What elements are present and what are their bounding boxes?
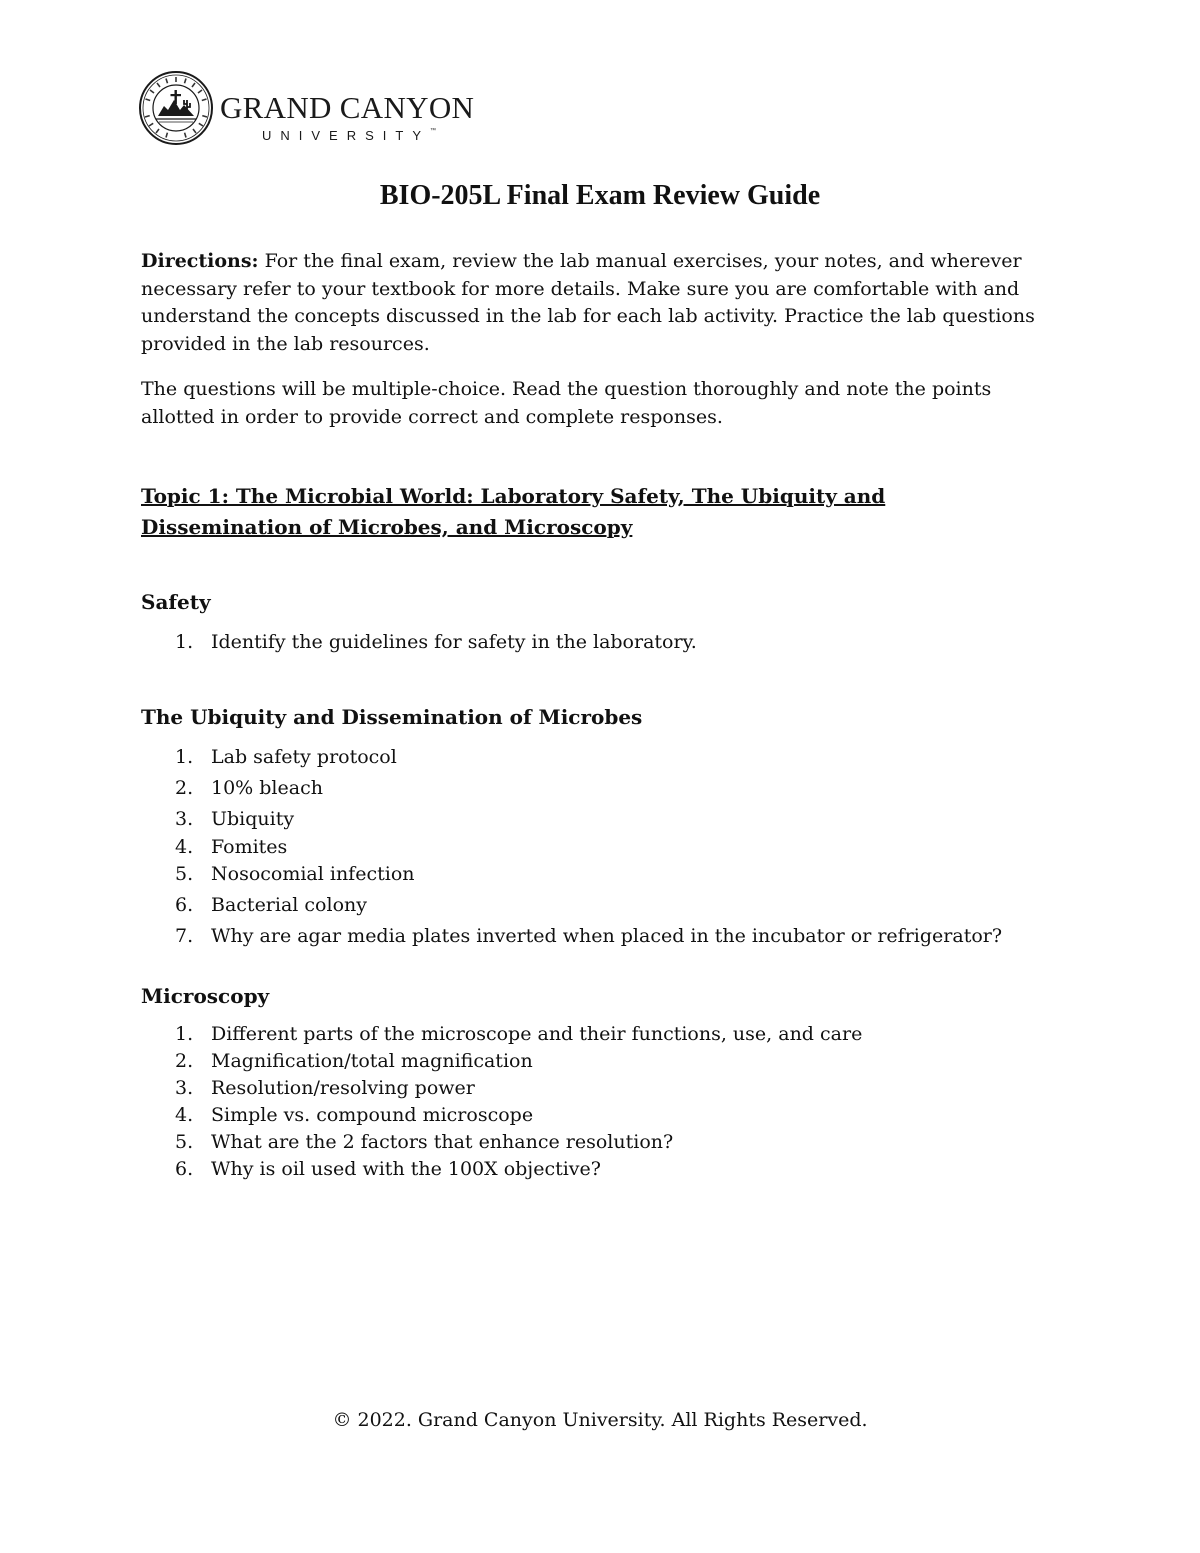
directions-text: For the final exam, review the lab manual exercises, your notes, and wherever necessary refer to your textbook for more details. Make sure you are comfortable with and understand the concepts discussed in the lab for each lab activity. Practice the lab questions provided in the lab resources. (141, 250, 1035, 355)
list-item (141, 892, 1101, 923)
list-item (141, 861, 1101, 892)
list-item-text: Different parts of the microscope and their functions, use, and care (211, 1023, 863, 1045)
list-item-text: What are the 2 factors that enhance resolution? (211, 1131, 674, 1153)
section-heading-safety: Safety (141, 590, 211, 614)
list-item (141, 744, 1101, 775)
university-logo (138, 70, 478, 146)
list-item-text: Why are agar media plates inverted when placed in the incubator or refrigerator? (211, 925, 1003, 947)
list-item-text: Ubiquity (211, 808, 295, 830)
list-item (141, 923, 1101, 950)
list-item-number: 1. (175, 631, 194, 653)
list-item-text: Nosocomial infection (211, 863, 415, 885)
list-item-number: 6. (175, 1158, 194, 1180)
list-item-text: Fomites (211, 836, 288, 858)
wordmark-line2 (262, 128, 436, 143)
copyright-footer: © 2022. Grand Canyon University. All Rights Reserved. (332, 1409, 868, 1431)
list-item-number: 7. (175, 925, 194, 947)
university-seal-icon (138, 70, 214, 146)
list-item-number: 2. (175, 777, 194, 799)
list-item-number: 3. (175, 1077, 194, 1099)
list-item-text: Identify the guidelines for safety in the laboratory. (211, 631, 697, 653)
list-item-text: Why is oil used with the 100X objective? (211, 1158, 601, 1180)
list-item (141, 775, 1101, 806)
ubiquity-list (141, 744, 1101, 950)
list-item (141, 1156, 1101, 1183)
list-item-text: Bacterial colony (211, 894, 367, 916)
wordmark-line1: GRAND CANYON (220, 90, 475, 125)
list-item-number: 1. (175, 1023, 194, 1045)
list-item (141, 806, 1101, 834)
list-item (141, 834, 1101, 861)
list-item-number: 5. (175, 863, 194, 885)
trademark-mark: ™ (430, 128, 437, 134)
list-item-number: 6. (175, 894, 194, 916)
list-item-text: 10% bleach (211, 777, 323, 799)
list-item-number: 4. (175, 836, 194, 858)
section-heading-ubiquity: The Ubiquity and Dissemination of Microbes (141, 705, 643, 729)
list-item-number: 2. (175, 1050, 194, 1072)
list-item-number: 3. (175, 808, 194, 830)
instructions-paragraph: The questions will be multiple-choice. Read the question thoroughly and note the points allotted in order to provide correct and complete responses. (141, 378, 992, 428)
list-item (141, 1075, 1101, 1102)
list-item-text: Magnification/total magnification (211, 1050, 533, 1072)
list-item-number: 1. (175, 746, 194, 768)
list-item (141, 1021, 1101, 1048)
microscopy-list (141, 1021, 1101, 1183)
list-item (141, 1129, 1101, 1156)
safety-list (141, 629, 1101, 656)
page-title: BIO-205L Final Exam Review Guide (379, 180, 821, 211)
list-item-text: Resolution/resolving power (211, 1077, 475, 1099)
list-item (141, 629, 1101, 656)
list-item-number: 4. (175, 1104, 194, 1126)
directions-label: Directions: (141, 250, 259, 272)
section-heading-microscopy: Microscopy (141, 984, 270, 1008)
list-item (141, 1048, 1101, 1075)
list-item-text: Simple vs. compound microscope (211, 1104, 534, 1126)
list-item-number: 5. (175, 1131, 194, 1153)
directions-paragraph (141, 248, 1061, 358)
wordmark (220, 90, 480, 146)
list-item-text: Lab safety protocol (211, 746, 397, 768)
list-item (141, 1102, 1101, 1129)
wordmark-line2-text: UNIVERSITY (262, 128, 431, 143)
topic-heading: Topic 1: The Microbial World: Laboratory Safety, The Ubiquity and Dissemination of Microbes, and Microscopy (141, 484, 886, 539)
